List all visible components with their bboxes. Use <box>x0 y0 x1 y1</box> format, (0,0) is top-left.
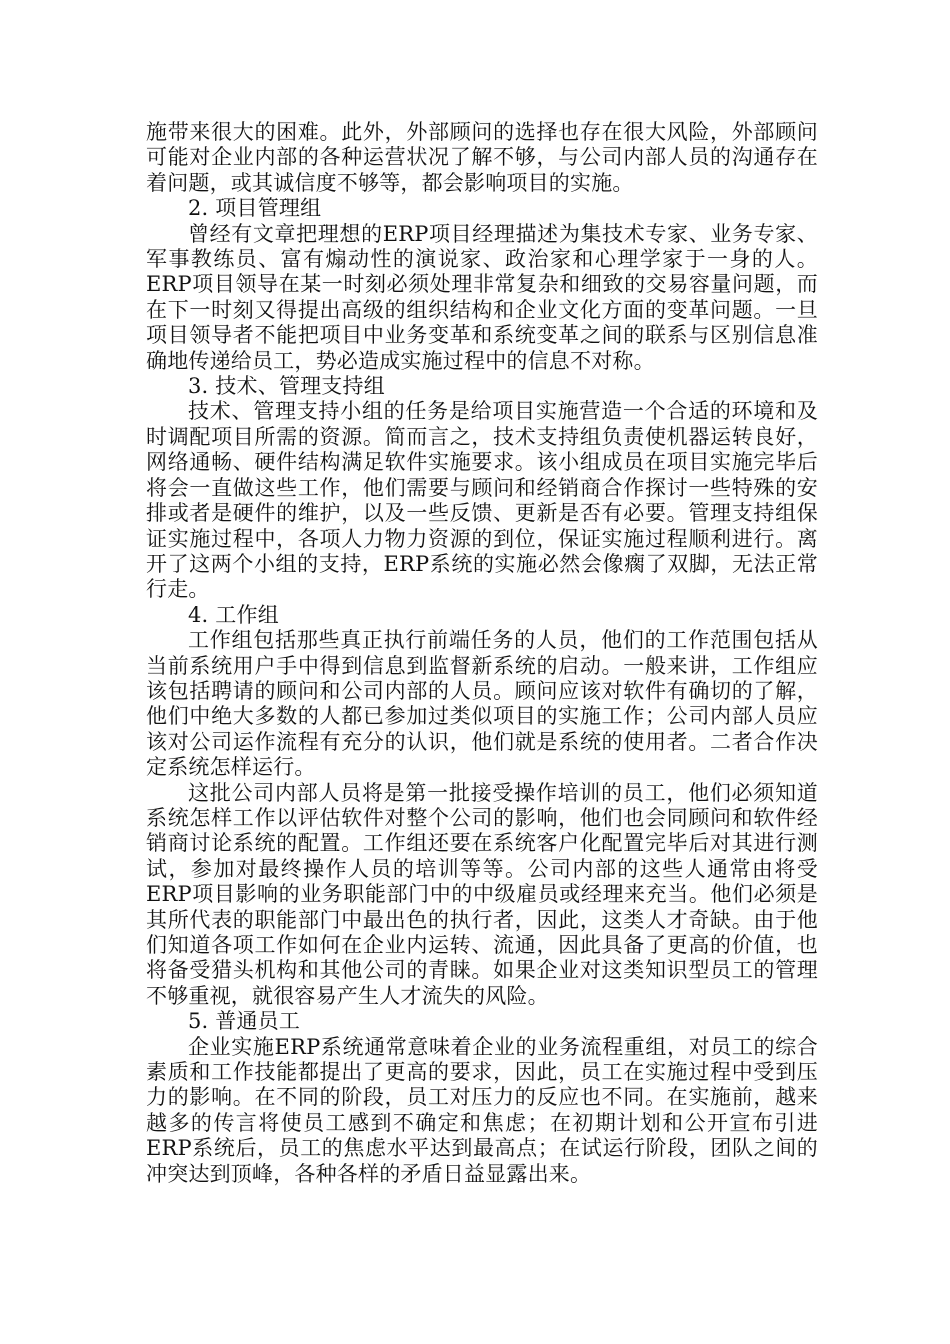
paragraph-external-consultant-risk: 施带来很大的困难。此外，外部顾问的选择也存在很大风险，外部顾问可能对企业内部的各种运营状况了解不够，与公司内部人员的沟通存在着问题，或其诚信度不够等，都会影响项目的实施。 <box>146 120 818 195</box>
document-page <box>146 120 818 1187</box>
paragraph-project-manager: 曾经有文章把理想的ERP项目经理描述为集技术专家、业务专家、军事教练员、富有煽动性的演说家、政治家和心理学家于一身的人。ERP项目领导在某一时刻必须处理非常复杂和细致的交易容量问题，而在下一时刻又得提出高级的组织结构和企业文化方面的变革问题。一旦项目领导者不能把项目中业务变革和系统变革之间的联系与区别信息准确地传递给员工，势必造成实施过程中的信息不对称。 <box>146 221 818 373</box>
paragraph-regular-employees: 企业实施ERP系统通常意味着企业的业务流程重组，对员工的综合素质和工作技能都提出了更高的要求，因此，员工在实施过程中受到压力的影响。在不同的阶段，员工对压力的反应也不同。在实施前，越来越多的传言将使员工感到不确定和焦虑；在初期计划和公开宣布引进ERP系统后，员工的焦虑水平达到最高点；在试运行阶段，团队之间的冲突达到顶峰，各种各样的矛盾日益显露出来。 <box>146 1034 818 1186</box>
heading-regular-employees: 5. 普通员工 <box>188 1009 301 1034</box>
heading-working-group: 4. 工作组 <box>188 602 279 627</box>
paragraph-working-group: 工作组包括那些真正执行前端任务的人员，他们的工作范围包括从当前系统用户手中得到信息到监督新系统的启动。一般来讲，工作组应该包括聘请的顾问和公司内部的人员。顾问应该对软件有确切的了解，他们中绝大多数的人都已参加过类似项目的实施工作；公司内部人员应该对公司运作流程有充分的认识，他们就是系统的使用者。二者合作决定系统怎样运行。 <box>146 628 818 780</box>
heading-tech-management-support-group: 3. 技术、管理支持组 <box>188 374 385 399</box>
paragraph-internal-staff: 这批公司内部人员将是第一批接受操作培训的员工，他们必须知道系统怎样工作以评估软件对整个公司的影响，他们也会同顾问和软件经销商讨论系统的配置。工作组还要在系统客户化配置完毕后对其进行测试，参加对最终操作人员的培训等等。公司内部的这些人通常由将受ERP项目影响的业务职能部门中的中级雇员或经理来充当。他们必须是其所代表的职能部门中最出色的执行者，因此，这类人才奇缺。由于他们知道各项工作如何在企业内运转、流通，因此具备了更高的价值，也将备受猎头机构和其他公司的青睐。如果企业对这类知识型员工的管理不够重视，就很容易产生人才流失的风险。 <box>146 780 818 1008</box>
heading-project-management-group: 2. 项目管理组 <box>188 196 322 221</box>
paragraph-tech-support: 技术、管理支持小组的任务是给项目实施营造一个合适的环境和及时调配项目所需的资源。简而言之，技术支持组负责使机器运转良好，网络通畅、硬件结构满足软件实施要求。该小组成员在项目实施完毕后将会一直做这些工作，他们需要与顾问和经销商合作探讨一些特殊的安排或者是硬件的维护，以及一些反馈、更新是否有必要。管理支持组保证实施过程中，各项人力物力资源的到位，保证实施过程顺利进行。离开了这两个小组的支持，ERP系统的实施必然会像瘸了双脚，无法正常行走。 <box>146 399 818 602</box>
